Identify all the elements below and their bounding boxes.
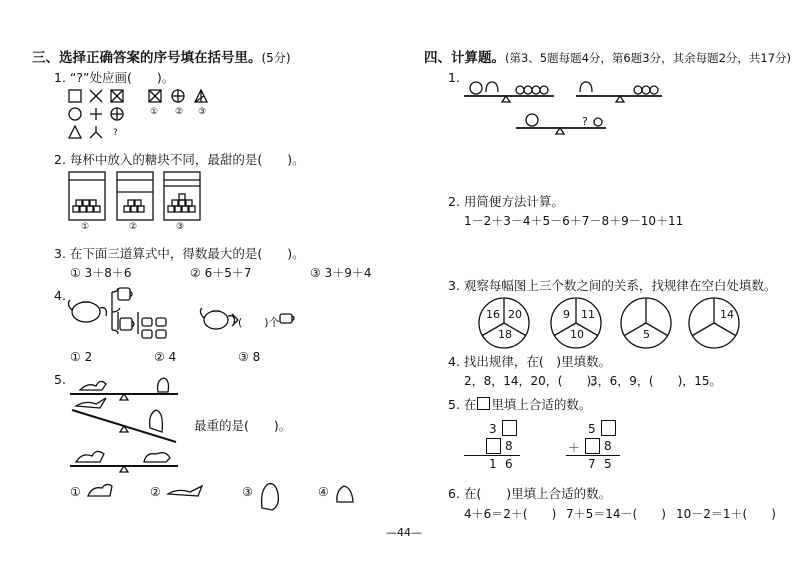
- q5-opt-1-animal: [86, 480, 116, 500]
- r-q5-b-line: [566, 455, 620, 456]
- left-section-title: 三、选择正确答案的序号填在括号里。(5分): [32, 50, 291, 66]
- q2-opt-1: ①: [81, 222, 90, 232]
- r-q3-c1-a: 16: [486, 308, 500, 321]
- q3-text: 3. 在下面三道算式中，得数最大的是( )。: [54, 246, 305, 261]
- q2-text: 2. 每杯中放入的糖块不同，最甜的是( )。: [54, 152, 305, 167]
- r-q3-c2-c: 10: [570, 328, 584, 341]
- r-q5-a-line: [464, 455, 520, 456]
- r-q5-a-box-1[interactable]: [502, 420, 517, 436]
- r-q1-question-mark: ?: [582, 115, 588, 128]
- r-q4-seq2: 3，6，9，( )，15。: [590, 374, 722, 388]
- q2-opt-2: ②: [129, 222, 138, 232]
- r-q1-balance-figure: [462, 74, 682, 148]
- page-number: —44—: [386, 526, 422, 539]
- q1-figure-grid: [68, 88, 130, 140]
- q5-number: 5.: [54, 372, 66, 387]
- q5-opt-3: ③: [242, 485, 253, 499]
- q1-opt-1: ①: [150, 107, 159, 117]
- r-q3-circles: [478, 296, 748, 350]
- r-q5-b-box-1[interactable]: [601, 420, 616, 436]
- r-q3-c1-b: 20: [508, 308, 522, 321]
- q5-opt-3-animal: [258, 478, 282, 514]
- right-section-title: 四、计算题。(第3、5题每题4分，第6题3分，其余每题2分，共17分): [424, 50, 792, 66]
- r-q5-b-res-2: 5: [604, 457, 612, 471]
- r-q6-equation-1: 4＋6＝2＋( ): [464, 507, 557, 521]
- r-q3-c1-c: 18: [498, 328, 512, 341]
- q3-opt-1: ① 3＋8＋6: [70, 266, 132, 280]
- q1-opt-3: ③: [198, 107, 207, 117]
- r-q3-c4-b: 14: [720, 308, 734, 321]
- r-q5-b-box-2[interactable]: [585, 438, 600, 454]
- r-q6-equation-2: 7＋5＝14－( ): [566, 507, 666, 521]
- r-q3-c2-b: 11: [581, 308, 595, 321]
- q5-opt-2-animal: [166, 482, 208, 502]
- r-q5-box-symbol: [477, 397, 490, 410]
- r-q2-text: 2. 用简便方法计算。: [448, 194, 564, 209]
- r-q5-a-mid-digit: 8: [505, 439, 513, 453]
- q5-question: 最重的是( )。: [194, 418, 292, 433]
- r-q5-b-res-1: 7: [588, 457, 596, 471]
- r-q5-text: 5. 在 里填上合适的数。: [448, 397, 592, 412]
- r-q4-seq1: 2，8，14，20，( )。: [464, 374, 604, 388]
- r-q5-a-res-1: 1: [489, 457, 497, 471]
- r-q6-equation-3: 10－2＝1＋( ): [676, 507, 776, 521]
- r-q5-a-res-2: 6: [505, 457, 513, 471]
- q5-balance-figure: [66, 372, 186, 478]
- q1-opt-2: ②: [175, 107, 184, 117]
- r-q5-b-plus: ＋: [568, 441, 581, 455]
- q4-number: 4.: [54, 288, 66, 303]
- q4-teapot-figure: [68, 284, 308, 340]
- q1-text: 1. “?”处应画( )。: [54, 70, 175, 85]
- q1-question-mark: ?: [113, 128, 118, 138]
- r-q5-a-top-digit: 3: [489, 422, 497, 436]
- r-q3-text: 3. 观察每幅图上三个数之间的关系，找规律在空白处填数。: [448, 278, 777, 293]
- q4-opt-3: ③ 8: [238, 350, 261, 364]
- r-q3-c3-c: 5: [643, 328, 650, 341]
- r-q5-b-mid-digit: 8: [604, 439, 612, 453]
- q3-opt-3: ③ 3＋9＋4: [310, 266, 372, 280]
- q2-cups-figure: [68, 170, 208, 226]
- q4-opt-1: ① 2: [70, 350, 93, 364]
- q2-opt-3: ③: [176, 222, 185, 232]
- q4-opt-2: ② 4: [154, 350, 177, 364]
- r-q3-c2-a: 9: [563, 308, 570, 321]
- r-q6-text: 6. 在( )里填上合适的数。: [448, 486, 612, 501]
- q4-blank: ( )个: [238, 316, 280, 329]
- q5-opt-1: ①: [70, 485, 81, 499]
- r-q5-b-top-digit: 5: [588, 422, 596, 436]
- r-q1-number: 1.: [448, 70, 460, 85]
- r-q2-expression: 1－2＋3－4＋5－6＋7－8＋9－10＋11: [464, 214, 684, 228]
- r-q4-text: 4. 找出规律，在( )里填数。: [448, 354, 612, 369]
- q5-opt-2: ②: [150, 485, 161, 499]
- q3-opt-2: ② 6＋5＋7: [190, 266, 252, 280]
- q5-opt-4-animal: [334, 482, 358, 506]
- q1-option-figures: [148, 88, 210, 108]
- q5-opt-4: ④: [318, 485, 329, 499]
- r-q5-a-box-2[interactable]: [486, 438, 501, 454]
